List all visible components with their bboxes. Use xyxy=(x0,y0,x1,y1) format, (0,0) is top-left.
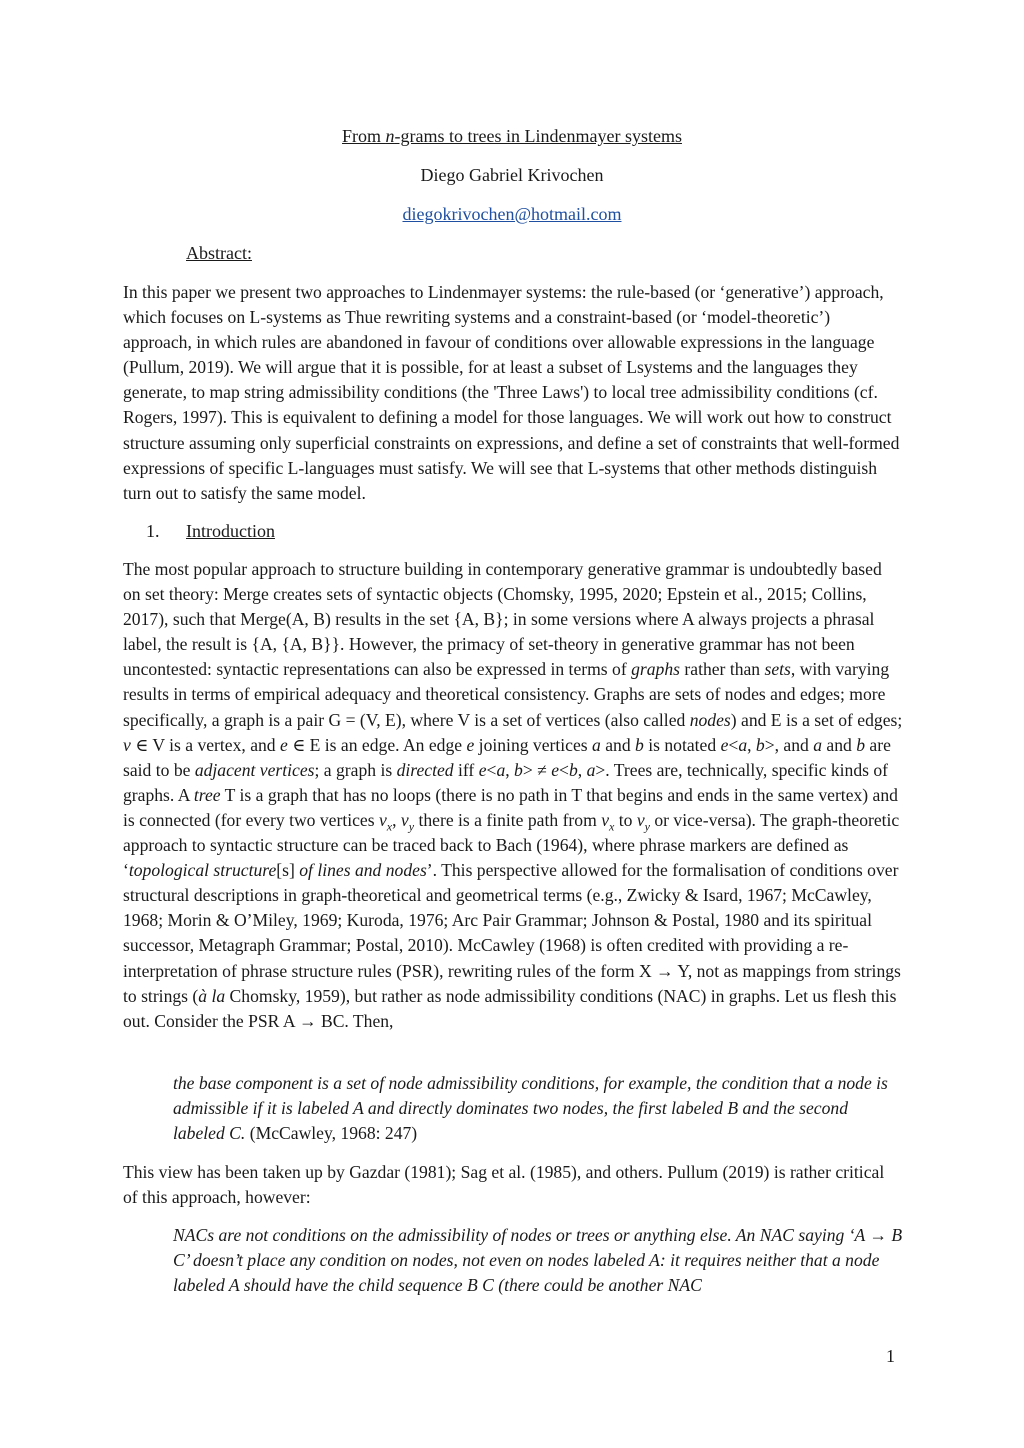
section-title: Introduction xyxy=(186,521,275,541)
paper-title xyxy=(0,124,1024,148)
title-italic: n xyxy=(385,126,395,146)
page-number: 1 xyxy=(886,1346,895,1366)
block-quote-mccawley: the base component is a set of node admissibility conditions, for example, the condition that a node is admissible if it is labeled A and directly dominates two nodes, the first labeled B and the second labeled C. (McCawley, 1968: 247) xyxy=(173,1073,888,1144)
author-name: Diego Gabriel Krivochen xyxy=(420,165,604,185)
author-email-link[interactable]: diegokrivochen@hotmail.com xyxy=(402,204,622,224)
abstract-heading: Abstract: xyxy=(186,243,252,263)
title-prefix: From xyxy=(342,126,386,146)
author-email-wrap xyxy=(0,202,1024,226)
section-number: 1. xyxy=(146,521,160,541)
intro-paragraph: The most popular approach to structure building in contemporary generative grammar is undoubtedly based on set theory: Merge creates sets of syntactic objects (Chomsky, 1995, 2020; Epstein et al., 2015; Collins, 2017), such that Merge(A, B) results in the set {A, B}; in some versions where A always projects a phrasal label, the result is {A, {A, B}}. However, the primacy of set-theory in generative grammar has not been uncontested: syntactic representations can also be expressed in terms of graphs rather than sets, with varying results in terms of empirical adequacy and theoretical consistency. Graphs are sets of nodes and edges; more specifically, a graph is a pair G = (V, E), where V is a set of vertices (also called nodes) and E is a set of edges; v ∈ V is a vertex, and e ∈ E is an edge. An edge e joining vertices a and b is notated e<a, b>, and a and b are said to be adjacent vertices; a graph is directed iff e<a, b> ≠ e<b, a>. Trees are, technically, specific kinds of graphs. A tree T is a graph that has no loops (there is no path in T that begins and ends in the same vertex) and is connected (for every two vertices $v_x$, $v_y$ there is a finite path from $v_x$ to $v_y$ or vice-versa). The graph-theoretic approach to syntactic structure can be traced back to Bach (1964), where phrase markers are defined as ‘topological structure[s] of lines and nodes’. This perspective allowed for the formalisation of conditions over structural descriptions in graph-theoretical and geometrical terms (e.g., Zwicky & Isard, 1967; McCawley, 1968; Morin & O’Miley, 1969; Kuroda, 1976; Arc Pair Grammar; Johnson & Postal, 1980 and its spiritual successor, Metagraph Grammar; Postal, 2010). McCawley (1968) is often credited with providing a re-interpretation of phrase structure rules (PSR), rewriting rules of the form X → Y, not as mappings from strings to strings (à la Chomsky, 1959), but rather as node admissibility conditions (NAC) in graphs. Let us flesh this out. Consider the PSR A → BC. Then, xyxy=(123,559,903,1031)
block-quote-pullum: NACs are not conditions on the admissibility of nodes or trees or anything else. An NAC saying ‘A → B C’ doesn’t place any condition on nodes, not even on nodes labeled A: it requires neither that a node labeled A should have the child sequence B C (there could be another NAC xyxy=(173,1225,903,1296)
paragraph-gazdar: This view has been taken up by Gazdar (1981); Sag et al. (1985), and others. Pullum (2019) is rather critical of this approach, however: xyxy=(123,1162,885,1208)
title-suffix: -grams to trees in Lindenmayer systems xyxy=(394,126,682,146)
abstract-text: In this paper we present two approaches to Lindenmayer systems: the rule-based (or ‘generative’) approach, which focuses on L-systems as Thue rewriting systems and a constraint-based (or ‘model-theoretic’) approach, in which rules are abandoned in favour of conditions over allowable expressions in the language (Pullum, 2019). We will argue that it is possible, for at least a subset of Lsystems and the languages they generate, to map string admissibility conditions (the 'Three Laws') to local tree admissibility conditions (cf. Rogers, 1997). This is equivalent to defining a model for those languages. We will work out how to construct structure assuming only superficial constraints on expressions, and define a set of constraints that well-formed expressions of specific L-languages must satisfy. We will see that L-systems that other methods distinguish turn out to satisfy the same model. xyxy=(123,282,900,503)
